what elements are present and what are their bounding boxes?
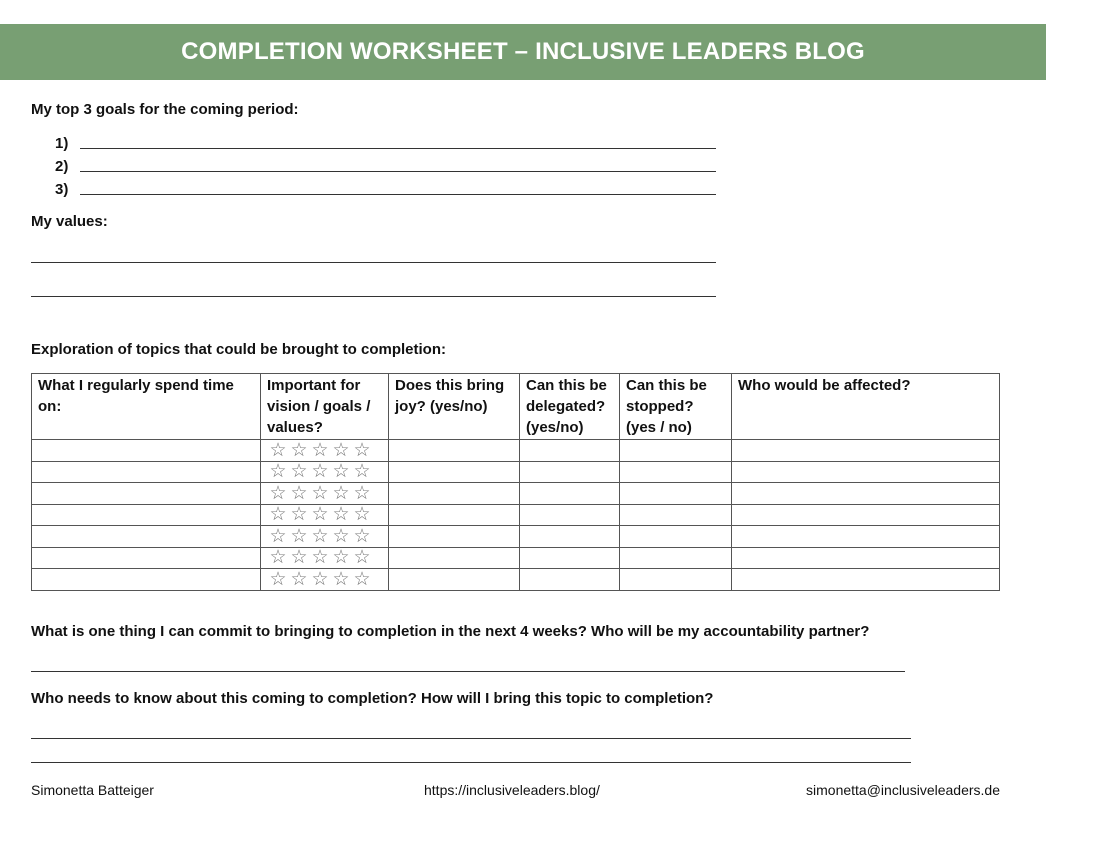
delegated-cell[interactable] [520, 526, 620, 548]
star-icon[interactable]: ☆ [353, 525, 371, 547]
goal-2-input-line[interactable] [80, 157, 716, 172]
star-icon[interactable]: ☆ [290, 504, 308, 526]
star-icon[interactable]: ☆ [332, 525, 350, 547]
joy-cell[interactable] [389, 504, 520, 526]
page-title: COMPLETION WORKSHEET – INCLUSIVE LEADERS BLOG [181, 38, 865, 65]
star-icon[interactable]: ☆ [290, 568, 308, 590]
affected-cell[interactable] [732, 569, 1000, 591]
star-icon[interactable]: ☆ [269, 504, 287, 526]
stopped-cell[interactable] [620, 547, 732, 569]
stakeholders-input-line-1[interactable] [31, 738, 911, 739]
star-icon[interactable]: ☆ [332, 568, 350, 590]
topics-table [31, 373, 1000, 591]
affected-cell[interactable] [732, 547, 1000, 569]
star-rating[interactable] [261, 484, 388, 503]
column-header-delegated: Can this be delegated? (yes/no) [520, 374, 620, 440]
stakeholders-heading: Who needs to know about this coming to completion? How will I bring this topic to completion? [31, 690, 714, 707]
delegated-cell[interactable] [520, 461, 620, 483]
star-icon[interactable]: ☆ [290, 461, 308, 483]
table-row [32, 504, 1000, 526]
importance-rating-cell[interactable] [261, 483, 389, 505]
star-icon[interactable]: ☆ [311, 568, 329, 590]
star-icon[interactable]: ☆ [290, 547, 308, 569]
star-icon[interactable]: ☆ [311, 525, 329, 547]
joy-cell[interactable] [389, 483, 520, 505]
commitment-input-line[interactable] [31, 671, 905, 672]
column-header-importance: Important for vision / goals / values? [261, 374, 389, 440]
table-header-row [32, 374, 1000, 440]
exploration-heading: Exploration of topics that could be brought to completion: [31, 341, 446, 358]
star-icon[interactable]: ☆ [269, 461, 287, 483]
star-rating[interactable] [261, 462, 388, 481]
activity-cell[interactable] [32, 504, 261, 526]
footer-url-link[interactable]: https://inclusiveleaders.blog/ [424, 782, 600, 798]
delegated-cell[interactable] [520, 504, 620, 526]
affected-cell[interactable] [732, 461, 1000, 483]
star-icon[interactable]: ☆ [353, 482, 371, 504]
goal-number: 1) [55, 135, 69, 152]
star-icon[interactable]: ☆ [332, 504, 350, 526]
joy-cell[interactable] [389, 547, 520, 569]
stopped-cell[interactable] [620, 461, 732, 483]
star-icon[interactable]: ☆ [332, 461, 350, 483]
table-row [32, 440, 1000, 462]
star-icon[interactable]: ☆ [311, 504, 329, 526]
star-icon[interactable]: ☆ [353, 504, 371, 526]
column-header-joy: Does this bring joy? (yes/no) [389, 374, 520, 440]
footer-email-link[interactable]: simonetta@inclusiveleaders.de [806, 782, 1000, 798]
importance-rating-cell[interactable] [261, 504, 389, 526]
delegated-cell[interactable] [520, 569, 620, 591]
star-rating[interactable] [261, 441, 388, 460]
values-input-line-1[interactable] [31, 262, 716, 263]
star-icon[interactable]: ☆ [311, 482, 329, 504]
star-icon[interactable]: ☆ [332, 482, 350, 504]
importance-rating-cell[interactable] [261, 547, 389, 569]
star-icon[interactable]: ☆ [290, 439, 308, 461]
goal-1-input-line[interactable] [80, 134, 716, 149]
activity-cell[interactable] [32, 461, 261, 483]
importance-rating-cell[interactable] [261, 526, 389, 548]
values-input-line-2[interactable] [31, 296, 716, 297]
affected-cell[interactable] [732, 483, 1000, 505]
affected-cell[interactable] [732, 440, 1000, 462]
star-icon[interactable]: ☆ [353, 547, 371, 569]
goal-number: 2) [55, 158, 69, 175]
joy-cell[interactable] [389, 440, 520, 462]
table-row [32, 547, 1000, 569]
star-rating[interactable] [261, 548, 388, 567]
stopped-cell[interactable] [620, 569, 732, 591]
stopped-cell[interactable] [620, 483, 732, 505]
star-icon[interactable]: ☆ [311, 461, 329, 483]
stopped-cell[interactable] [620, 440, 732, 462]
goal-3-input-line[interactable] [80, 180, 716, 195]
star-icon[interactable]: ☆ [311, 547, 329, 569]
joy-cell[interactable] [389, 526, 520, 548]
star-icon[interactable]: ☆ [332, 547, 350, 569]
star-icon[interactable]: ☆ [269, 547, 287, 569]
activity-cell[interactable] [32, 569, 261, 591]
star-icon[interactable]: ☆ [332, 439, 350, 461]
delegated-cell[interactable] [520, 440, 620, 462]
column-header-activity: What I regularly spend time on: [32, 374, 261, 440]
goal-item-2 [55, 157, 716, 175]
star-icon[interactable]: ☆ [269, 482, 287, 504]
star-icon[interactable]: ☆ [269, 525, 287, 547]
header-banner [0, 24, 1046, 80]
footer-author: Simonetta Batteiger [31, 782, 154, 798]
affected-cell[interactable] [732, 526, 1000, 548]
table-row [32, 483, 1000, 505]
affected-cell[interactable] [732, 504, 1000, 526]
star-icon[interactable]: ☆ [353, 439, 371, 461]
table-row [32, 461, 1000, 483]
importance-rating-cell[interactable] [261, 569, 389, 591]
activity-cell[interactable] [32, 440, 261, 462]
column-header-stopped: Can this be stopped? (yes / no) [620, 374, 732, 440]
star-icon[interactable]: ☆ [311, 439, 329, 461]
stakeholders-input-line-2[interactable] [31, 762, 911, 763]
table-row [32, 569, 1000, 591]
star-rating[interactable] [261, 527, 388, 546]
star-rating[interactable] [261, 570, 388, 589]
goal-item-3 [55, 180, 716, 198]
stopped-cell[interactable] [620, 504, 732, 526]
activity-cell[interactable] [32, 483, 261, 505]
star-icon[interactable]: ☆ [269, 439, 287, 461]
delegated-cell[interactable] [520, 547, 620, 569]
activity-cell[interactable] [32, 526, 261, 548]
star-rating[interactable] [261, 505, 388, 524]
delegated-cell[interactable] [520, 483, 620, 505]
star-icon[interactable]: ☆ [290, 482, 308, 504]
joy-cell[interactable] [389, 569, 520, 591]
goal-item-1 [55, 134, 716, 152]
activity-cell[interactable] [32, 547, 261, 569]
importance-rating-cell[interactable] [261, 461, 389, 483]
star-icon[interactable]: ☆ [269, 568, 287, 590]
joy-cell[interactable] [389, 461, 520, 483]
goals-heading: My top 3 goals for the coming period: [31, 101, 299, 118]
table-row [32, 526, 1000, 548]
commitment-heading: What is one thing I can commit to bringing to completion in the next 4 weeks? Who will be my accountability partner? [31, 623, 870, 640]
importance-rating-cell[interactable] [261, 440, 389, 462]
stopped-cell[interactable] [620, 526, 732, 548]
star-icon[interactable]: ☆ [353, 568, 371, 590]
goal-number: 3) [55, 181, 69, 198]
star-icon[interactable]: ☆ [290, 525, 308, 547]
star-icon[interactable]: ☆ [353, 461, 371, 483]
column-header-affected: Who would be affected? [732, 374, 1000, 440]
values-heading: My values: [31, 213, 108, 230]
